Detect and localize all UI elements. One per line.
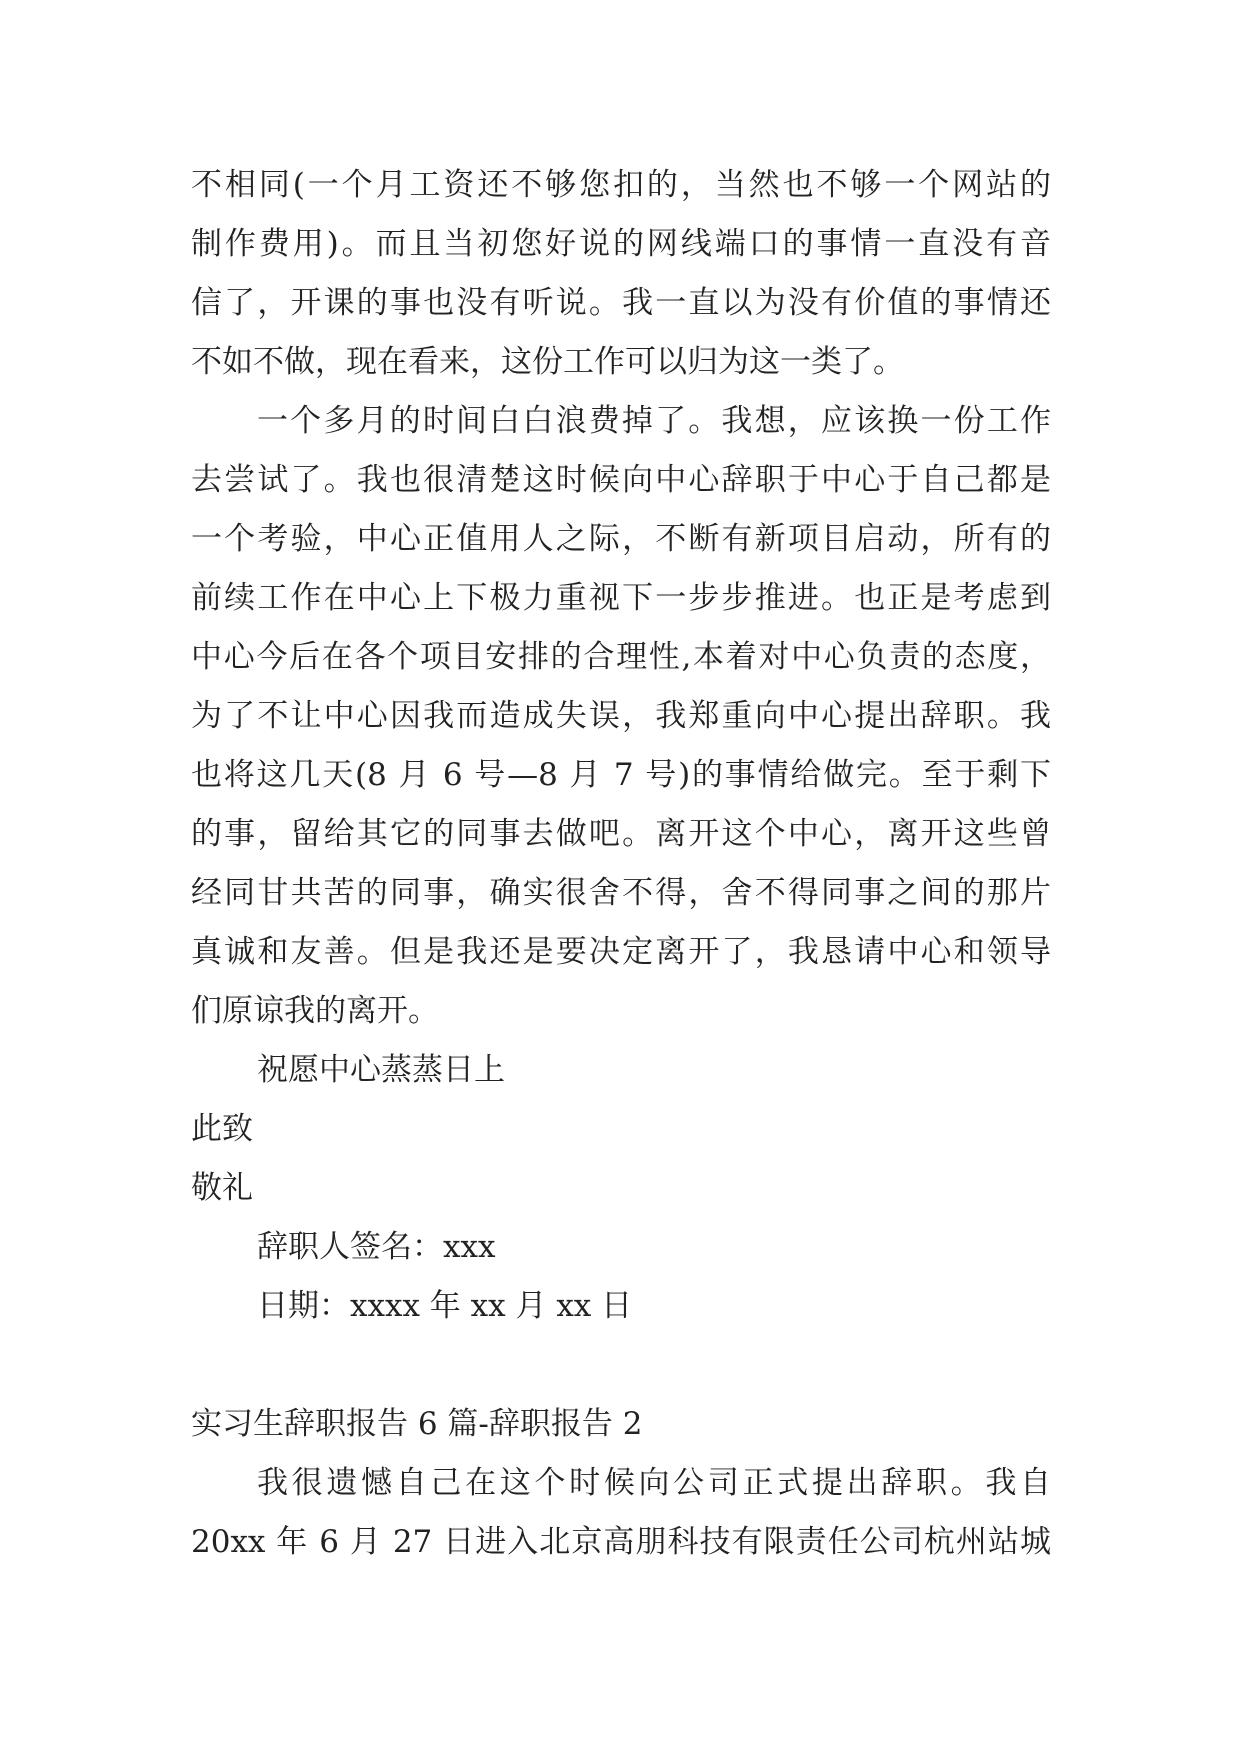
text-line: 20xx 年 6 月 27 日进入北京高朋科技有限责任公司杭州站城 [191, 1524, 1051, 1560]
text-line: 的事，留给其它的同事去做吧。离开这个中心，离开这些曾 [191, 816, 1051, 852]
section-title: 实习生辞职报告 6 篇-辞职报告 2 [191, 1406, 643, 1442]
closing-regards: 敬礼 [191, 1170, 253, 1206]
text-line: 不如不做，现在看来，这份工作可以归为这一类了。 [191, 344, 904, 380]
text-line: 经同甘共苦的同事，确实很舍不得，舍不得同事之间的那片 [191, 875, 1051, 911]
paragraph [191, 1454, 1051, 1572]
paragraph [191, 392, 1051, 1041]
text-line: 们原谅我的离开。 [191, 993, 439, 1029]
signature-line: 辞职人签名：xxx [257, 1229, 496, 1265]
wish-line: 祝愿中心蒸蒸日上 [257, 1052, 505, 1088]
paragraph-continuation [191, 156, 1051, 392]
closing-salutation: 此致 [191, 1111, 253, 1147]
section-spacer [191, 1336, 1051, 1395]
text-line: 一个考验，中心正值用人之际，不断有新项目启动，所有的 [191, 521, 1051, 557]
text-line: 去尝试了。我也很清楚这时候向中心辞职于中心于自己都是 [191, 462, 1051, 498]
text-line: 制作费用)。而且当初您好说的网线端口的事情一直没有音 [191, 226, 1051, 262]
text-line: 为了不让中心因我而造成失误，我郑重向中心提出辞职。我 [191, 698, 1051, 734]
text-line: 真诚和友善。但是我还是要决定离开了，我恳请中心和领导 [191, 934, 1051, 970]
text-line: 信了，开课的事也没有听说。我一直以为没有价值的事情还 [191, 285, 1051, 321]
text-line: 中心今后在各个项目安排的合理性,本着对中心负责的态度， [191, 639, 1051, 675]
document-body [191, 156, 1051, 1572]
text-line: 一个多月的时间白白浪费掉了。我想，应该换一份工作 [257, 403, 1051, 439]
text-line: 前续工作在中心上下极力重视下一步步推进。也正是考虑到 [191, 580, 1051, 616]
text-line: 也将这几天(8 月 6 号—8 月 7 号)的事情给做完。至于剩下 [191, 757, 1051, 793]
text-line: 我很遗憾自己在这个时候向公司正式提出辞职。我自 [257, 1465, 1051, 1501]
text-line: 不相同(一个月工资还不够您扣的，当然也不够一个网站的 [191, 167, 1051, 203]
date-line: 日期：xxxx 年 xx 月 xx 日 [257, 1288, 633, 1324]
